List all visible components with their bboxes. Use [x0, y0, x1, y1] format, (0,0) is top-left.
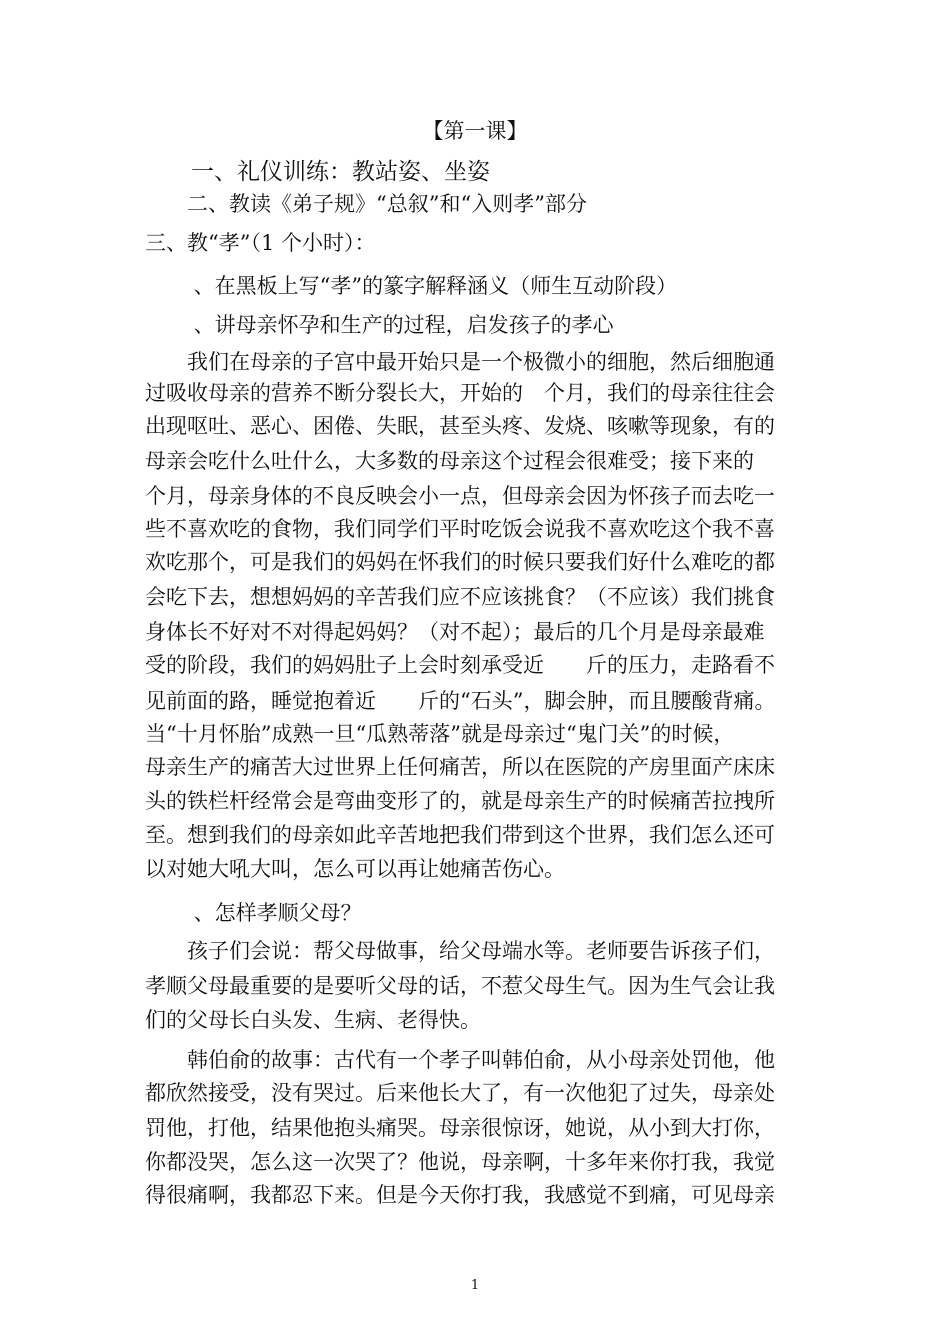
text-line: 、讲母亲怀孕和生产的过程，启发孩子的孝心: [145, 313, 614, 337]
text-line: 二、教读《弟子规》“总叙”和“入则孝”部分: [145, 192, 587, 216]
text-line: 母亲生产的痛苦大过世界上任何痛苦，所以在医院的产房里面产床床: [145, 755, 775, 779]
text-line: 一、礼仪训练：教站姿、坐姿: [145, 159, 490, 185]
text-line: 受的阶段，我们的妈妈肚子上会时刻承受近 斤的压力，走路看不: [145, 653, 775, 677]
text-line: 韩伯俞的故事：古代有一个孝子叫韩伯俞，从小母亲处罚他，他: [145, 1048, 775, 1072]
text-line: 我们在母亲的子宫中最开始只是一个极微小的细胞，然后细胞通: [145, 350, 775, 374]
text-line: 三、教“孝”（1 个小时）：: [145, 231, 376, 255]
text-line: 欢吃那个，可是我们的妈妈在怀我们的时候只要我们好什么难吃的都: [145, 550, 775, 574]
text-line: 些不喜欢吃的食物，我们同学们平时吃饭会说我不喜欢吃这个我不喜: [145, 517, 775, 541]
text-line: 身体长不好对不对得起妈妈？（对不起）；最后的几个月是母亲最难: [145, 620, 765, 644]
page-number: 1: [470, 1278, 480, 1293]
text-line: 见前面的路，睡觉抱着近 斤的“石头”，脚会肿，而且腰酸背痛。: [145, 689, 776, 713]
text-line: 过吸收母亲的营养不断分裂长大，开始的 个月，我们的母亲往往会: [145, 381, 775, 405]
text-line: 会吃下去，想想妈妈的辛苦我们应不应该挑食？（不应该）我们挑食: [145, 585, 775, 609]
text-line: 头的铁栏杆经常会是弯曲变形了的，就是母亲生产的时候痛苦拉拽所: [145, 789, 775, 813]
text-line: 以对她大吼大叫，怎么可以再让她痛苦伤心。: [145, 857, 565, 881]
lesson-title: 【第一课】: [422, 119, 528, 143]
text-line: 当“十月怀胎”成熟一旦“瓜熟蒂落”就是母亲过“鬼门关”的时候，: [145, 722, 735, 746]
text-line: 都欣然接受，没有哭过。后来他长大了，有一次他犯了过失，母亲处: [145, 1081, 775, 1105]
text-line: 出现呕吐、恶心、困倦、失眠，甚至头疼、发烧、咳嗽等现象，有的: [145, 414, 775, 438]
text-line: 至。想到我们的母亲如此辛苦地把我们带到这个世界，我们怎么还可: [145, 823, 775, 847]
text-line: 罚他，打他，结果他抱头痛哭。母亲很惊讶，她说，从小到大打你，: [145, 1116, 775, 1140]
text-line: 个月，母亲身体的不良反映会小一点，但母亲会因为怀孩子而去吃一: [145, 484, 775, 508]
text-line: 、怎样孝顺父母？: [145, 901, 362, 925]
text-line: 孝顺父母最重要的是要听父母的话，不惹父母生气。因为生气会让我: [145, 974, 775, 998]
text-line: 孩子们会说：帮父母做事，给父母端水等。老师要告诉孩子们，: [145, 939, 775, 963]
text-line: 母亲会吃什么吐什么，大多数的母亲这个过程会很难受；接下来的: [145, 449, 754, 473]
text-line: 、在黑板上写“孝”的篆字解释涵义（师生互动阶段）: [145, 274, 678, 298]
text-line: 们的父母长白头发、生病、老得快。: [145, 1008, 481, 1032]
text-line: 你都没哭，怎么这一次哭了？他说，母亲啊，十多年来你打我，我觉: [145, 1150, 775, 1174]
text-line: 得很痛啊，我都忍下来。但是今天你打我，我感觉不到痛，可见母亲: [145, 1183, 775, 1207]
